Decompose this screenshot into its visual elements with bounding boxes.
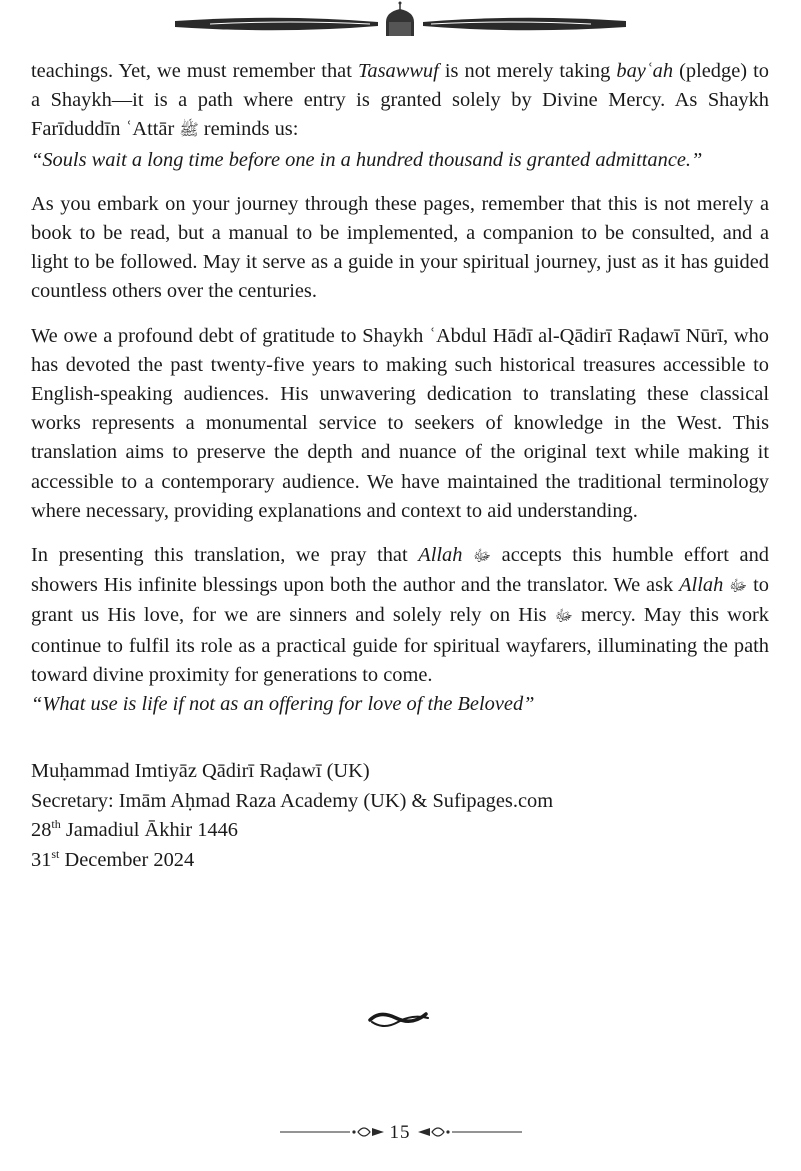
honorific-glyph: ﷺ	[179, 122, 199, 140]
paragraph-journey	[31, 190, 769, 307]
signature-block	[31, 757, 769, 875]
text-run: As you embark on your journey through these pages, remember that this is not merely a book to be read, but a manual to be implemented, a companion to be consulted, and a light to be followed. May it serve as a guide in your spiritual journey, just as it has guided countless others over the centuries.	[31, 192, 769, 303]
text-run: mercy. May this work continue to fulfil its role as a practical guide for spiritual wayfarers, illuminating the path toward divine proximity for generations to come.	[31, 604, 769, 686]
page-body	[31, 57, 769, 876]
closing-quote: “What use is life if not as an offering for love of the Beloved”	[31, 693, 535, 716]
header-ornament	[0, 0, 801, 48]
text-run: to grant us His love, for we are sinners and solely rely on His	[31, 574, 769, 627]
honorific-glyph: ﷻ	[554, 608, 573, 626]
text-run: is not merely taking	[438, 60, 617, 82]
text-run: (pledge) to a Shaykh—it is a path where entry is granted solely by Divine Mercy. As Shaykh Farīduddīn ʿAttār	[31, 60, 769, 141]
honorific-glyph: ﷻ	[473, 548, 492, 566]
attar-quote: “Souls wait a long time before one in a hundred thousand is granted admittance.”	[31, 148, 703, 171]
signature-gregorian-date: 31st December 2024	[31, 847, 195, 872]
signature-hijri-date: 28th Jamadiul Ākhir 1446	[31, 817, 238, 842]
italic-term: bayʿah	[616, 60, 674, 82]
paragraph-gratitude	[31, 322, 769, 526]
page-number: 15	[389, 1122, 411, 1143]
honorific-glyph: ﷻ	[729, 578, 748, 596]
text-run: We owe a profound debt of gratitude to Shaykh ʿAbdul Hādī al-Qādirī Raḍawī Nūrī, who has devoted the past twenty-five years to making such historical treasures accessible to English-speaking audiences. His unwavering dedication to translating these classical works represents a monumental service to seekers of knowledge in the West. This translation aims to preserve the depth and nuance of the original text while making it accessible to a contemporary audience. We have maintained the traditional terminology where necessary, providing explanations and context to aid understanding.	[31, 324, 769, 522]
signature-role: Secretary: Imām Aḥmad Raza Academy (UK) & Sufipages.com	[31, 789, 554, 812]
italic-term: Allah	[418, 544, 463, 567]
paragraph-intro	[31, 57, 769, 146]
signature-name: Muḥammad Imtiyāz Qādirī Raḍawī (UK)	[31, 760, 370, 783]
text-run: In presenting this translation, we pray that	[31, 544, 419, 567]
text-run: accepts this humble effort and showers His infinite blessings upon both the author and the translator. We ask	[31, 544, 769, 597]
italic-term: Allah	[679, 574, 724, 597]
swash-ornament	[366, 1006, 432, 1032]
italic-term: Tasawwuf	[357, 60, 439, 82]
paragraph-prayer	[31, 541, 769, 690]
text-run: teachings. Yet, we must remember that	[31, 60, 358, 82]
text-run: reminds us:	[198, 118, 299, 141]
text-run	[462, 544, 473, 566]
